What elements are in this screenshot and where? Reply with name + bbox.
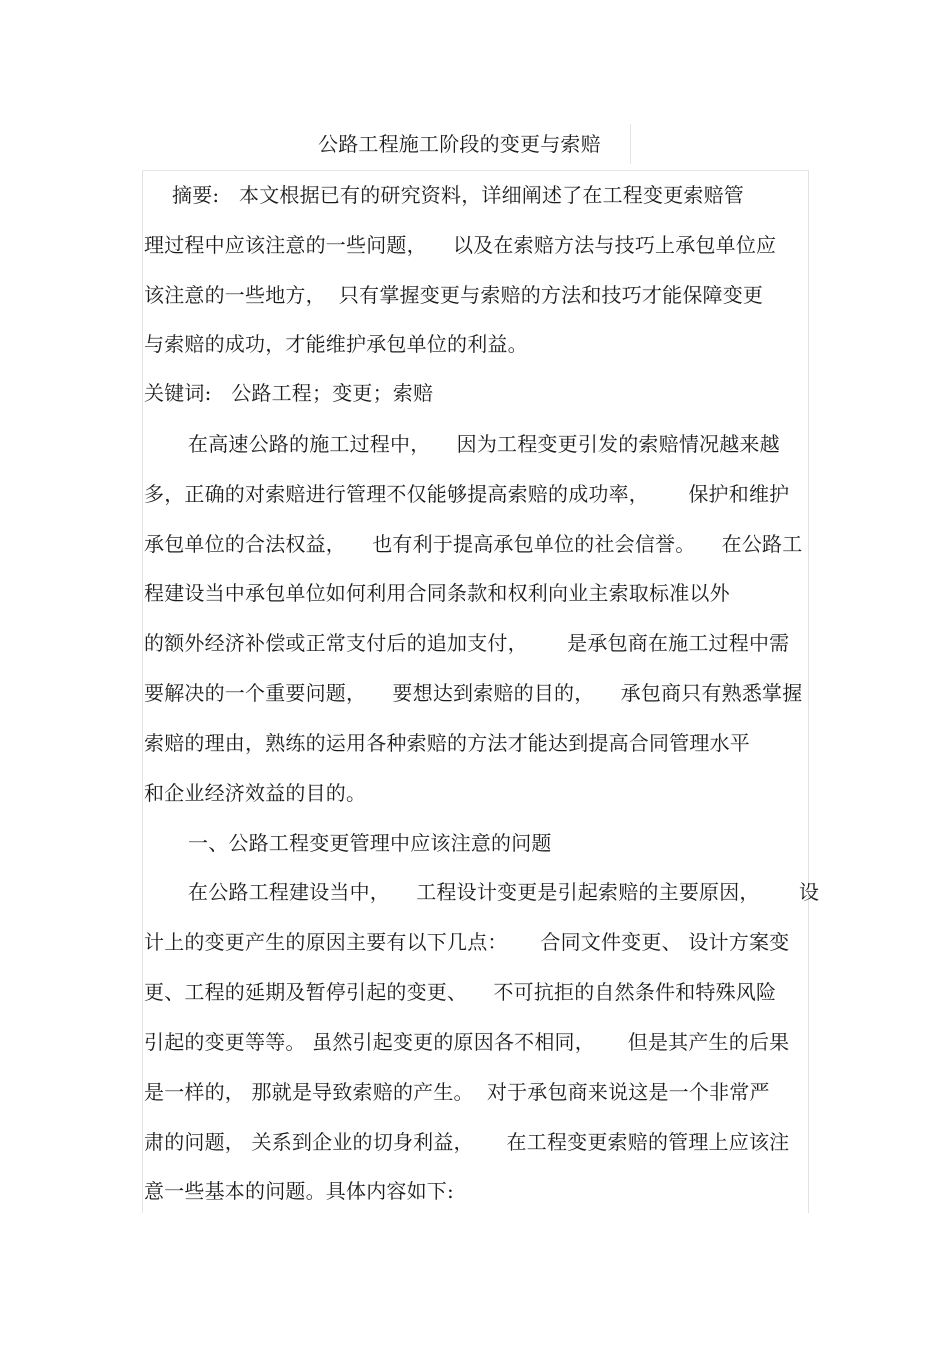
intro-line: 程建设当中承包单位如何利用合同条款和权利向业主索取标准以外 (144, 581, 730, 605)
intro-line: 要解决的一个重要问题， 要想达到索赔的目的， 承包商只有熟悉掌握 (144, 681, 803, 705)
section-line: 更、工程的延期及暂停引起的变更、 不可抗拒的自然条件和特殊风险 (144, 980, 777, 1004)
intro-line: 多，正确的对索赔进行管理不仅能够提高索赔的成功率， 保护和维护 (144, 482, 790, 506)
section-line: 是一样的， 那就是导致索赔的产生。 对于承包商来说这是一个非常严 (144, 1080, 770, 1104)
section-line: 在公路工程建设当中， 工程设计变更是引起索赔的主要原因， 设 (188, 880, 820, 904)
section-line: 意一些基本的问题。具体内容如下: (144, 1179, 454, 1203)
title-divider (630, 124, 631, 164)
intro-line: 在高速公路的施工过程中， 因为工程变更引发的索赔情况越来越 (188, 432, 780, 456)
intro-line: 和企业经济效益的目的。 (144, 781, 367, 805)
abstract-line: 该注意的一些地方， 只有掌握变更与索赔的方法和技巧才能保障变更 (144, 283, 764, 307)
section-line: 肃的问题， 关系到企业的切身利益， 在工程变更索赔的管理上应该注 (144, 1130, 790, 1154)
section-line: 计上的变更产生的原因主要有以下几点： 合同文件变更、 设计方案变 (144, 930, 790, 954)
intro-line: 承包单位的合法权益， 也有利于提高承包单位的社会信誉。 在公路工 (144, 532, 803, 556)
abstract-line: 理过程中应该注意的一些问题， 以及在索赔方法与技巧上承包单位应 (144, 233, 777, 257)
intro-line: 索赔的理由，熟练的运用各种索赔的方法才能达到提高合同管理水平 (144, 731, 750, 755)
abstract-line: 与索赔的成功，才能维护承包单位的利益。 (144, 332, 528, 356)
abstract-line: 摘要: 本文根据已有的研究资料，详细阐述了在工程变更索赔管 (172, 183, 745, 207)
section-line: 引起的变更等等。 虽然引起变更的原因各不相同， 但是其产生的后果 (144, 1030, 790, 1054)
keywords-line: 关键词: 公路工程；变更；索赔 (144, 381, 434, 405)
intro-line: 的额外经济补偿或正常支付后的追加支付， 是承包商在施工过程中需 (144, 631, 790, 655)
section-heading: 一、公路工程变更管理中应该注意的问题 (188, 831, 552, 855)
document-title: 公路工程施工阶段的变更与索赔 (318, 132, 601, 156)
